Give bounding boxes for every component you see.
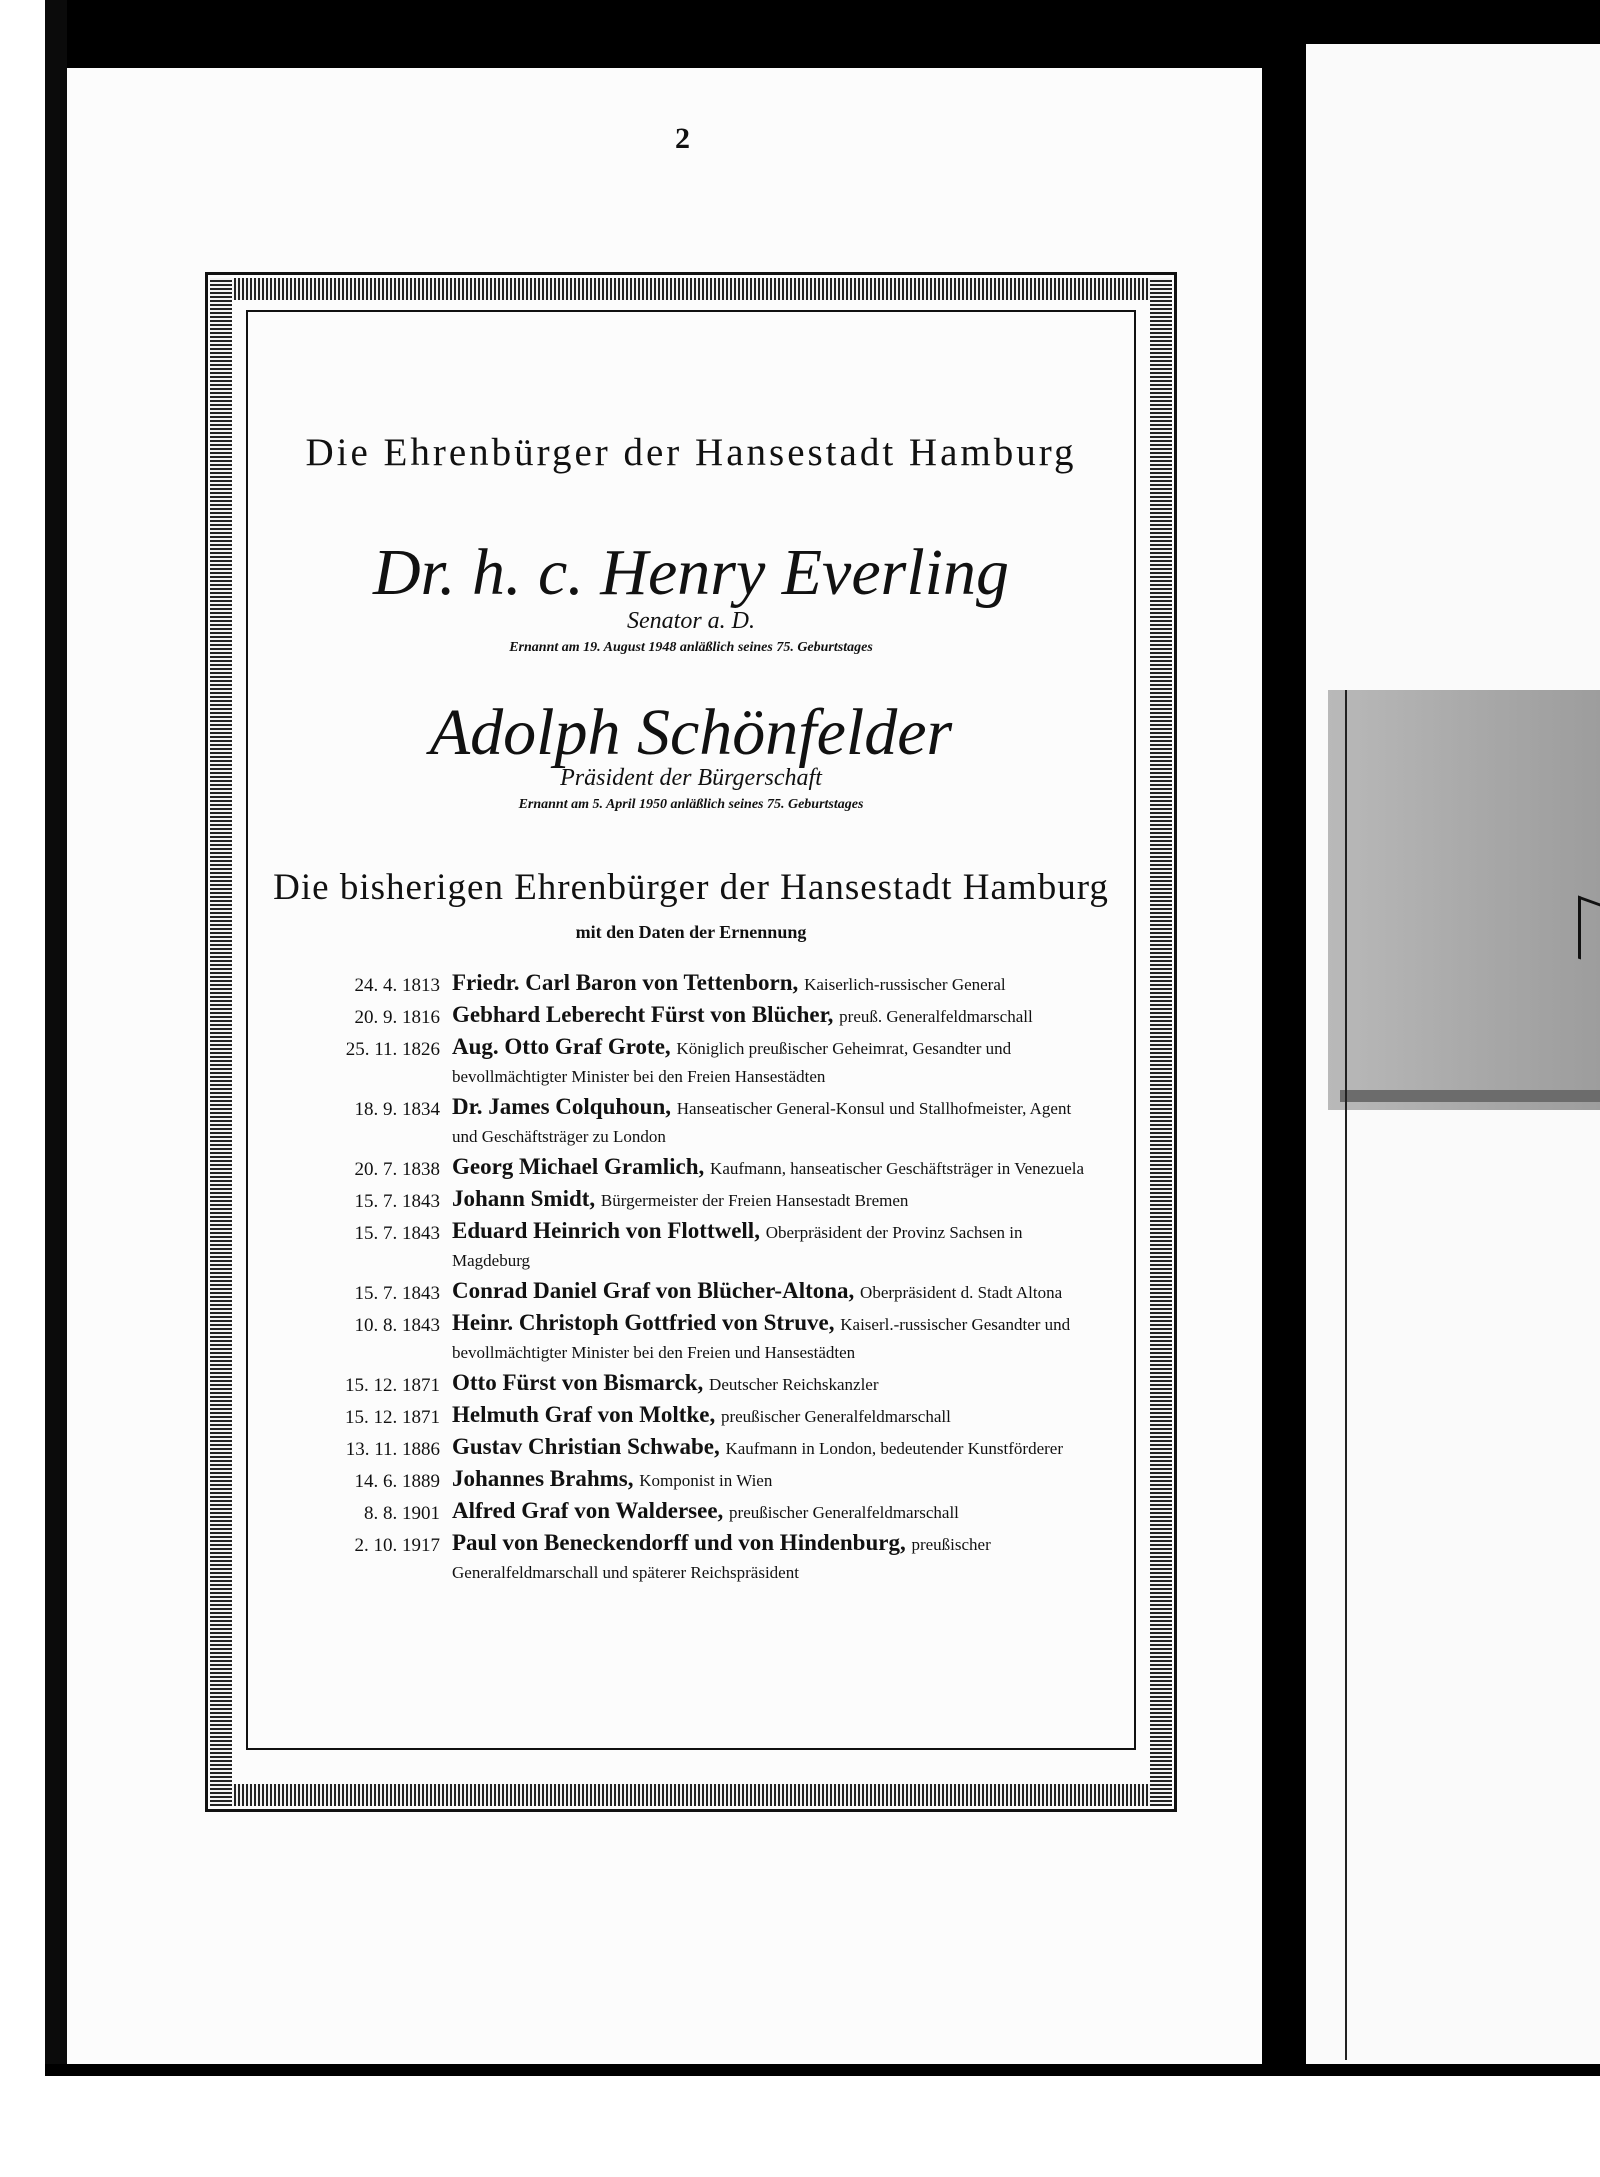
citizen-name: Paul von Beneckendorff und von Hindenburg, [452,1530,906,1555]
appointment-date: 13. 11. 1886 [345,1439,440,1460]
citizen-description: Kaiserl.-russischer Gesandter und bevollmächtigter Minister bei den Freien und Hansestädten [452,1315,1071,1362]
honorary-citizen-name-1: Dr. h. c. Henry Everling [372,536,1010,609]
citizen-name: Helmuth Graf von Moltke, [452,1402,716,1427]
citizen-name: Heinr. Christoph Gottfried von Struve, [452,1310,835,1335]
list-item [310,1466,1090,1494]
frame-hatch-right [1150,278,1172,1806]
citizen-name: Friedr. Carl Baron von Tettenborn, [452,970,799,995]
citizen-description: Komponist in Wien [639,1471,773,1490]
entry-text [452,1034,1090,1090]
appointment-date: 25. 11. 1826 [345,1039,440,1060]
right-page-fold-line [1345,690,1347,2060]
list-item [310,1278,1090,1306]
appointment-date: 2. 10. 1917 [354,1535,440,1556]
citizen-description: Kaiserlich-russischer General [804,975,1006,994]
main-heading: Die Ehrenbürger der Hansestadt Hamburg [305,431,1077,474]
honorary-citizen-name-2: Adolph Schönfelder [429,696,953,769]
entry-text [452,1002,1090,1030]
citizen-name: Gebhard Leberecht Fürst von Blücher, [452,1002,834,1027]
entry-text [452,1154,1090,1182]
citizen-description: preuß. Generalfeldmarschall [839,1007,1033,1026]
entry-text [452,1278,1090,1306]
honorary-citizen-note-1: Ernannt am 19. August 1948 anläßlich seines 75. Geburtstages [509,640,873,655]
list-item [310,970,1090,998]
list-item [310,1310,1090,1366]
citizen-name: Otto Fürst von Bismarck, [452,1370,704,1395]
appointment-date: 15. 12. 1871 [345,1407,440,1428]
list-item [310,1370,1090,1398]
entry-text [452,1186,1090,1214]
right-page-ornament [1578,895,1600,967]
list-item [310,1094,1090,1150]
list-item [310,1034,1090,1090]
citizen-name: Alfred Graf von Waldersee, [452,1498,724,1523]
citizen-description: preußischer Generalfeldmarschall [720,1407,951,1426]
appointment-date: 18. 9. 1834 [354,1099,440,1120]
list-item [310,1154,1090,1182]
appointment-date: 20. 9. 1816 [354,1007,440,1028]
citizen-description: Bürgermeister der Freien Hansestadt Bremen [600,1191,909,1210]
list-item [310,1002,1090,1030]
honorary-citizen-note-2: Ernannt am 5. April 1950 anläßlich seines 75. Geburtstages [518,797,864,812]
frame-hatch-left [210,278,232,1806]
entry-text [452,1402,1090,1430]
citizen-name: Johann Smidt, [452,1186,596,1211]
citizen-name: Eduard Heinrich von Flottwell, [452,1218,760,1243]
entry-text [452,1370,1090,1398]
list-item [310,1530,1090,1586]
citizen-description: preußischer Generalfeldmarschall und späterer Reichspräsident [452,1535,991,1582]
honorary-citizen-title-2: Präsident der Bürgerschaft [560,765,822,791]
book-gutter [1262,55,1306,2065]
former-citizens-subheading: mit den Daten der Ernennung [575,922,807,942]
scan-border-bottom [45,2064,1600,2076]
list-item [310,1218,1090,1274]
entry-text [452,1466,1090,1494]
citizen-name: Gustav Christian Schwabe, [452,1434,720,1459]
citizen-description: Königlich preußischer Geheimrat, Gesandter und bevollmächtigter Minister bei den Freien Hansestädten [452,1039,1012,1086]
citizen-name: Johannes Brahms, [452,1466,634,1491]
entry-text [452,1498,1090,1526]
list-item [310,1498,1090,1526]
appointment-date: 15. 12. 1871 [345,1375,440,1396]
page-number: 2 [675,122,690,155]
appointment-date: 10. 8. 1843 [354,1315,440,1336]
honorary-citizens-list [310,966,1090,1586]
entry-text [452,970,1090,998]
list-item [310,1434,1090,1462]
frame-hatch-bottom [210,1784,1172,1806]
entry-text [452,1218,1090,1274]
honorary-citizen-title-1: Senator a. D. [627,608,755,634]
citizen-description: preußischer Generalfeldmarschall [729,1503,959,1522]
appointment-date: 15. 7. 1843 [354,1223,440,1244]
appointment-date: 8. 8. 1901 [364,1503,440,1524]
citizen-name: Aug. Otto Graf Grote, [452,1034,671,1059]
entry-text [452,1094,1090,1150]
citizen-name: Georg Michael Gramlich, [452,1154,705,1179]
right-page-bleed-through [1328,690,1600,1110]
citizen-description: Oberpräsident d. Stadt Altona [860,1283,1063,1302]
appointment-date: 20. 7. 1838 [354,1159,440,1180]
citizen-description: Kaufmann in London, bedeutender Kunstförderer [725,1439,1064,1458]
citizen-description: Deutscher Reichskanzler [709,1375,879,1394]
citizen-name: Conrad Daniel Graf von Blücher-Altona, [452,1278,855,1303]
appointment-date: 15. 7. 1843 [354,1283,440,1304]
entry-text [452,1310,1090,1366]
scan-border-left [45,0,67,2064]
list-item [310,1402,1090,1430]
citizen-description: Kaufmann, hanseatischer Geschäftsträger in Venezuela [710,1159,1085,1178]
citizen-description: Hanseatischer General-Konsul und Stallhofmeister, Agent und Geschäftsträger zu London [452,1099,1072,1146]
citizen-description: Oberpräsident der Provinz Sachsen in Magdeburg [452,1223,1023,1270]
appointment-date: 14. 6. 1889 [354,1471,440,1492]
list-item [310,1186,1090,1214]
entry-text [452,1530,1090,1586]
right-page-shadow [1340,1090,1600,1102]
appointment-date: 24. 4. 1813 [354,975,440,996]
frame-hatch-top [210,278,1172,300]
former-citizens-heading: Die bisherigen Ehrenbürger der Hansestadt Hamburg [273,867,1109,908]
citizen-name: Dr. James Colquhoun, [452,1094,671,1119]
entry-text [452,1434,1090,1462]
appointment-date: 15. 7. 1843 [354,1191,440,1212]
